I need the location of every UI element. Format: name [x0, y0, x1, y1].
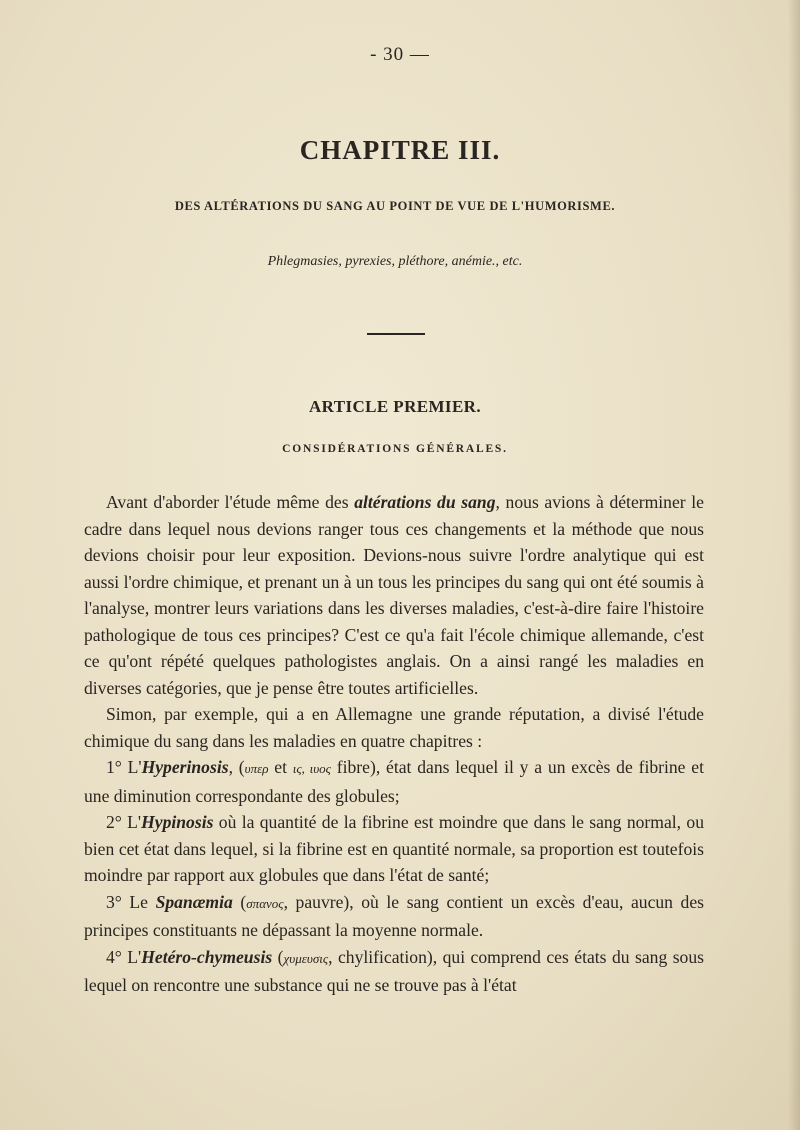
- page-number: - 30 —: [370, 44, 430, 65]
- chapter-topics: Phlegmasies, pyrexies, pléthore, anémie., etc.: [267, 254, 523, 269]
- chapter-title: CHAPITRE III.: [299, 135, 501, 165]
- paragraph-hetero-chymeusis: 4° L'Hetéro-chymeusis (χυμευσις, chylification), qui comprend ces états du sang sous lequel on rencontre une substance qui ne se trouve pas à l'état: [84, 946, 704, 995]
- paragraph-introduction: Avant d'aborder l'étude même des altérations du sang, nous avions à déterminer le cadre dans lequel nous devions ranger tous ces changements et la méthode que nous devions choisir pour leur exposition. Devions-nous suivre l'ordre analytique qui est aussi l'ordre chimique, et prenant un à un tous les principes du sang qui ont été soumis à l'analyse, montrer leurs variations dans les diverses maladies, c'est-à-dire faire l'histoire pathologique de tous ces principes? C'est ce qu'a fait l'école chimique allemande, c'est ce qu'ont répété quelques pathologistes anglais. On a ainsi rangé les maladies en diverses catégories, que je pense être toutes artificielles.: [84, 492, 704, 698]
- body-text: [84, 489, 704, 999]
- article-subtitle: CONSIDÉRATIONS GÉNÉRALES.: [282, 443, 508, 455]
- section-divider: [367, 333, 425, 335]
- paragraph-hypinosis: 2° L'Hypinosis où la quantité de la fibrine est moindre que dans le sang normal, ou bien cet état dans lequel, si la fibrine est en quantité normale, sa proportion est toutefois moindre par rapport aux globules que dans l'état de santé;: [84, 812, 704, 885]
- article-title: ARTICLE PREMIER.: [308, 397, 482, 416]
- page-edge-shadow: [788, 0, 800, 1130]
- chapter-subtitle: DES ALTÉRATIONS DU SANG AU POINT DE VUE DE L'HUMORISME.: [174, 199, 616, 213]
- paragraph-simon: Simon, par exemple, qui a en Allemagne une grande réputation, a divisé l'étude chimique du sang dans les maladies en quatre chapitres :: [84, 704, 704, 751]
- paragraph-hyperinosis: 1° L'Hyperinosis, (υπερ et ις, ιυος fibre), état dans lequel il y a un excès de fibrine et une diminution correspondante des globules;: [84, 757, 704, 806]
- paragraph-spanaemia: 3° Le Spanæmia (σπανος, pauvre), où le sang contient un excès d'eau, aucun des principes constituants ne dépassant la moyenne normale.: [84, 891, 705, 940]
